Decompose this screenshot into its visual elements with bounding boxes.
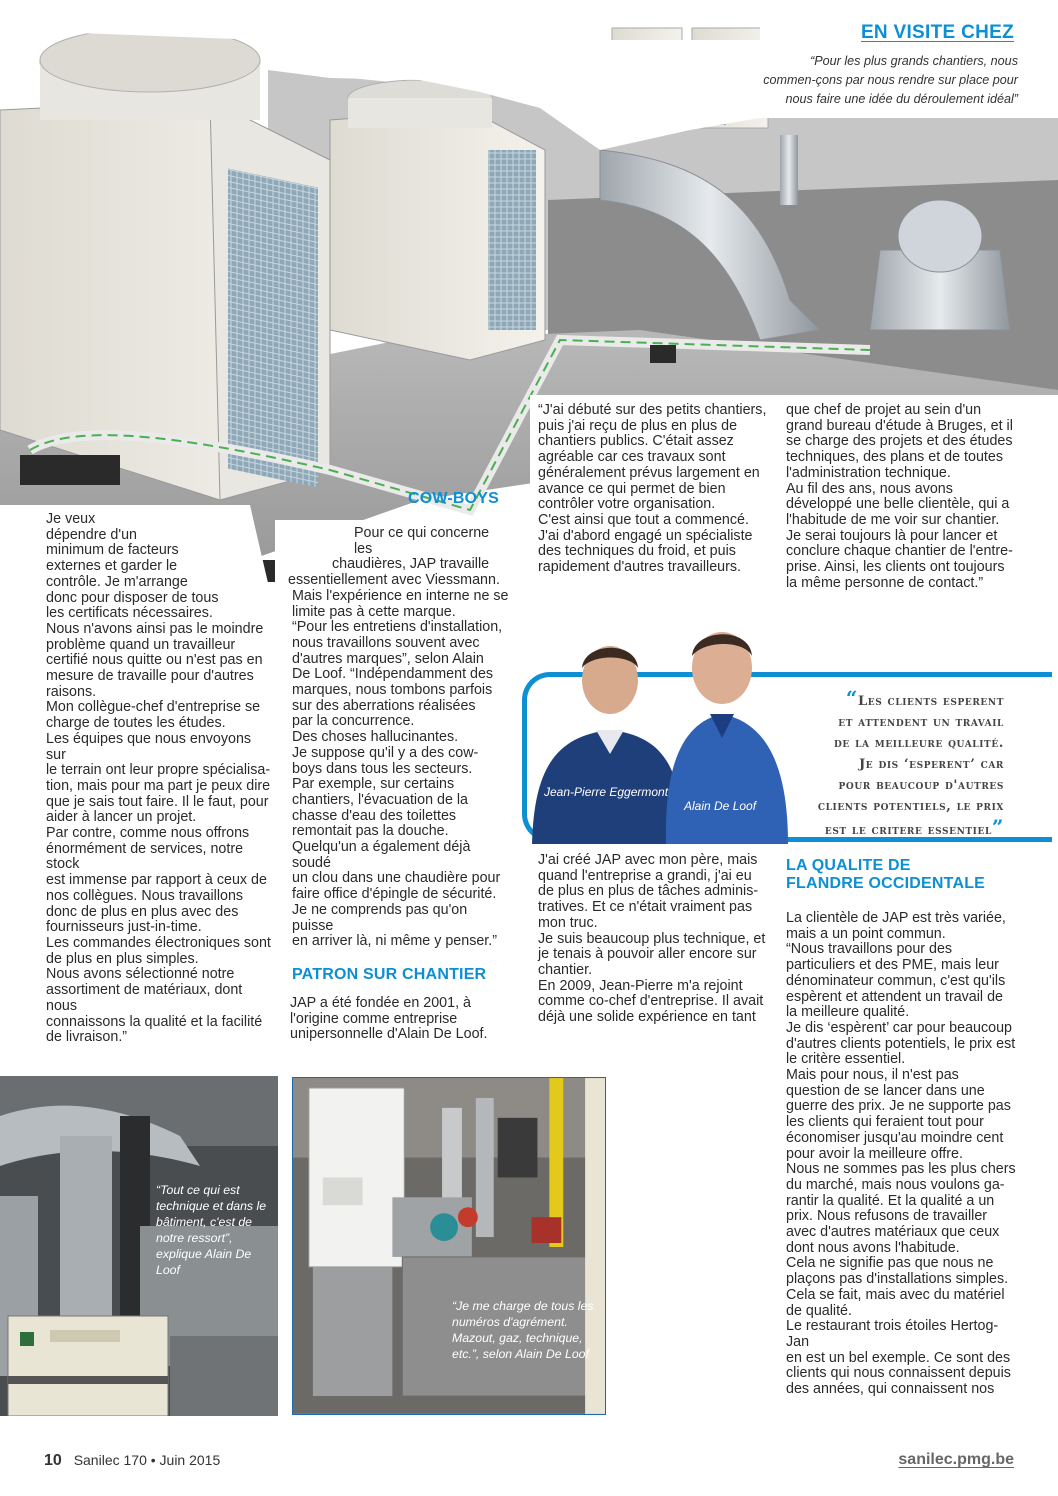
boiler-room-photo: [292, 1077, 606, 1415]
heading-line: FLANDRE OCCIDENTALE: [786, 875, 986, 892]
text-line: particuliers et des PME, mais leur: [786, 957, 999, 974]
quote-line: de la meilleure qualité.: [834, 736, 1004, 751]
text-line: économiser jusqu'au moindre cent: [786, 1129, 1004, 1146]
text-line: boys dans tous les secteurs.: [292, 760, 473, 777]
text-line: prise. Ainsi, les clients ont toujours: [786, 559, 1005, 576]
text-line: contrôler votre organisation.: [538, 496, 716, 513]
text-line: tion, mais pour ma part je peux dire: [46, 777, 271, 794]
text-line: de plus en plus simples.: [46, 950, 199, 967]
text-line: des années, qui connaissent nos: [786, 1381, 995, 1398]
text-line: des techniques du froid, et puis: [538, 543, 736, 560]
text-line: limite pas à cette marque.: [292, 603, 456, 620]
text-line: Cela ne signifie pas que nous ne: [786, 1255, 994, 1272]
text-line: assortiment de matériaux, dont nous: [46, 982, 243, 1014]
close-quote: ”: [991, 815, 1004, 839]
text-line: “Pour les entretiens d'installation,: [292, 619, 503, 636]
text-line: dénominateur commun, c'est qu'ils: [786, 972, 1006, 989]
text-line: Le restaurant trois étoiles Hertog-Jan: [786, 1318, 999, 1350]
middle-photo-caption: “Je me charge de tous les numéros d'agrément. Mazout, gaz, technique, etc.”, selon Alain De Loof: [452, 1299, 594, 1361]
text-line: plaçons pas d'installations simples.: [786, 1271, 1009, 1288]
text-line: rantir la qualité. Et la qualité a un: [786, 1192, 995, 1209]
text-line: l'origine comme entreprise: [290, 1010, 458, 1027]
text-line: le terrain ont leur propre spécialisa-: [46, 762, 271, 779]
text-line: tratives. Et ce n'était vraiment pas: [538, 899, 753, 916]
text-line: généralement prévus largement en: [538, 464, 760, 481]
text-line: d'autres marques”, selon Alain: [292, 650, 484, 667]
text-line: fournisseurs just-in-time.: [46, 919, 202, 936]
text-line: avec d'autres matériaux que ceux: [786, 1224, 1000, 1241]
patron-body: [290, 996, 508, 1043]
quote-line: et attendent un travail: [838, 715, 1004, 730]
cowboys-heading: COW-BOYS: [408, 490, 500, 507]
text-line: “J'ai débuté sur des petits chantiers,: [538, 402, 767, 418]
text-line: “Nous travaillons pour des: [786, 941, 953, 958]
text-line: contrôle. Je m'arrange: [46, 573, 188, 590]
column-4-top: [786, 403, 1018, 591]
text-line: du marché, mais nous voulons ga-: [786, 1176, 1005, 1193]
text-line: chantier.: [538, 961, 593, 978]
text-line: Je suis beaucoup plus technique, et: [538, 930, 766, 947]
qualite-body: [786, 911, 1018, 1398]
text-line: agréable car ces travaux sont: [538, 449, 726, 466]
text-line: Des choses hallucinantes.: [292, 729, 459, 746]
text-line: nous travaillons souvent avec: [292, 634, 480, 651]
text-line: Nous n'avons ainsi pas le moindre: [46, 620, 264, 637]
text-line: par la concurrence.: [292, 713, 415, 730]
text-line: aider à lancer un projet.: [46, 809, 197, 826]
text-line: la même personne de contact.”: [786, 574, 984, 591]
text-line: est immense par rapport à ceux de: [46, 872, 267, 889]
issue-info: Sanilec 170 • Juin 2015: [73, 1452, 221, 1468]
text-line: la meilleure qualité.: [786, 1004, 910, 1021]
text-line: le critère essentiel.: [786, 1051, 906, 1068]
text-line: comme co-chef d'entreprise. Il avait: [538, 993, 764, 1010]
heading-line: LA QUALITE DE: [786, 857, 911, 874]
text-line: de livraison.”: [46, 1029, 128, 1046]
text-line: charge de toutes les études.: [46, 715, 226, 732]
text-line: Nous avons sélectionné notre: [46, 966, 235, 983]
text-line: Je dis ‘espèrent’ car pour beaucoup: [786, 1019, 1012, 1036]
text-line: les clients qui feraient tout pour: [786, 1114, 984, 1131]
text-line: En 2009, Jean-Pierre m'a rejoint: [538, 977, 743, 994]
text-line: connaissons la qualité et la facilité: [46, 1013, 263, 1030]
text-line: donc pour disposer de tous: [46, 589, 219, 606]
text-line: Au fil des ans, nous avons: [786, 480, 953, 497]
open-quote: “: [845, 686, 858, 710]
text-line: La clientèle de JAP est très variée,: [786, 910, 1006, 926]
text-line: Par contre, comme nous offrons: [46, 825, 250, 842]
text-line: C'est ainsi que tout a commencé.: [538, 511, 749, 528]
text-line: l'habitude de me voir sur chantier.: [786, 511, 1000, 528]
panel-pull-quote: [796, 688, 1004, 841]
portrait-photo: [526, 618, 796, 844]
text-line: problème quand un travailleur: [46, 636, 236, 653]
top-pull-quote: “Pour les plus grands chantiers, nous commen-çons par nous rendre sur place pour nous faire une idée du déroulement idéal”: [763, 54, 1018, 106]
text-line: avance ce qui permet de bien: [538, 480, 726, 497]
text-line: De Loof. “Indépendamment des: [292, 666, 494, 683]
quote-line: Je dis ‘esperent’ car: [858, 757, 1004, 772]
section-tag: EN VISITE CHEZ: [860, 22, 1014, 43]
text-line: énormément de services, notre stock: [46, 840, 244, 873]
text-line: déjà une solide expérience en tant: [538, 1009, 756, 1026]
text-line: que chef de projet au sein d'un: [786, 402, 982, 418]
text-line: de plus en plus de tâches adminis-: [538, 883, 759, 900]
text-line: raisons.: [46, 683, 97, 700]
page-number: 10: [44, 1452, 62, 1469]
person-2-label: Alain De Loof: [684, 799, 757, 813]
quote-text: Les clients esperent: [857, 694, 1004, 709]
patron-heading: PATRON SUR CHANTIER: [292, 966, 487, 983]
qualite-heading: [786, 857, 985, 893]
text-line: les certificats nécessaires.: [46, 605, 213, 622]
text-line: Nous ne sommes pas les plus chers: [786, 1161, 1016, 1178]
text-line: question de se lancer dans une: [786, 1082, 985, 1099]
text-line: Quelqu'un a également déjà soudé: [292, 839, 471, 871]
website-link[interactable]: sanilec.pmg.be: [898, 1451, 1014, 1468]
text-line: de qualité.: [786, 1302, 852, 1319]
text-line: faire office d'épingle de sécurité.: [292, 886, 497, 903]
text-line: techniques, des plans et de toutes: [786, 449, 1003, 466]
text-line: chantiers publics. C'était assez: [538, 433, 734, 450]
text-line: chantiers, l'évacuation de la: [292, 791, 468, 808]
text-line: Mon collègue-chef d'entreprise se: [46, 699, 261, 716]
text-line: mais a un point commun.: [786, 925, 946, 942]
column-1: [46, 512, 274, 1046]
text-line: externes et garder le: [46, 558, 178, 575]
quote-line: [796, 688, 1004, 712]
text-line: Pour ce qui concerne les: [354, 525, 490, 557]
text-line: chasse d'eau des toilettes: [292, 807, 457, 824]
quote-line: [796, 817, 1004, 841]
quote-text: est le critere essentiel: [824, 823, 992, 838]
text-line: remontait pas la douche.: [292, 823, 449, 840]
text-line: que je sais tout faire. Il le faut, pour: [46, 793, 269, 810]
text-line: Les équipes que nous envoyons sur: [46, 730, 252, 763]
quote-line: pour beaucoup d'autres: [838, 778, 1004, 793]
text-line: puis j'ai reçu de plus en plus de: [538, 417, 738, 434]
page-footer: [44, 1452, 220, 1470]
text-line: Par exemple, sur certains: [292, 776, 455, 793]
text-line: d'autres clients potentiels, le prix est: [786, 1035, 1016, 1052]
text-line: prix. Nous refusons de travailler: [786, 1208, 988, 1225]
column-3-top: [538, 403, 770, 576]
text-line: clients qui nous connaissent depuis: [786, 1365, 1011, 1382]
text-line: pour avoir la meilleure offre.: [786, 1145, 963, 1162]
left-photo-caption: “Tout ce qui est technique et dans le bâtiment, c'est de notre ressort”, explique Alain De Loof: [156, 1183, 267, 1277]
text-line: marques, nous tombons parfois: [292, 682, 493, 699]
person-1-label: Jean-Pierre Eggermont: [544, 785, 669, 799]
text-line: quand l'entreprise a grandi, j'ai eu: [538, 867, 752, 884]
text-line: J'ai créé JAP avec mon père, mais: [538, 852, 758, 868]
text-line: dont nous avons l'habitude.: [786, 1239, 960, 1256]
text-line: essentiellement avec Viessmann.: [288, 572, 500, 589]
text-line: espèrent et attendent un travail de: [786, 988, 1003, 1005]
text-line: en est un bel exemple. Ce sont des: [786, 1349, 1011, 1366]
text-line: nos collègues. Nous travaillons: [46, 887, 244, 904]
text-line: guerre des prix. Je ne supporte pas: [786, 1098, 1011, 1115]
text-line: grand bureau d'étude à Bruges, et il: [786, 417, 1013, 434]
text-line: Les commandes électroniques sont: [46, 934, 271, 951]
text-line: certifié nous quitte ou n'est pas en: [46, 652, 263, 669]
text-line: Je serai toujours là pour lancer et: [786, 527, 998, 544]
text-line: dépendre d'un: [46, 526, 137, 543]
text-line: Mais l'expérience en interne ne se: [292, 587, 509, 604]
text-line: développé une belle clientèle, qui a: [786, 496, 1010, 513]
text-line: mon truc.: [538, 914, 598, 931]
quote-line: clients potentiels, le prix: [817, 799, 1004, 814]
text-line: Je ne comprends pas qu'on puisse: [292, 901, 468, 934]
text-line: unipersonnelle d'Alain De Loof.: [290, 1026, 488, 1043]
text-line: conclure chaque chantier de l'entre-: [786, 543, 1013, 560]
text-line: Cela se fait, mais avec du matériel: [786, 1286, 1005, 1303]
text-line: je tenais à pouvoir aller encore sur: [538, 946, 757, 963]
text-line: un clou dans une chaudière pour: [292, 870, 501, 887]
text-line: mesure de travaille pour d'autres: [46, 668, 254, 685]
text-line: rapidement d'autres travailleurs.: [538, 559, 741, 576]
text-line: donc de plus en plus avec des: [46, 903, 239, 920]
text-line: sur des aberrations réalisées: [292, 697, 476, 714]
text-line: Je suppose qu'il y a des cow-: [292, 744, 479, 761]
column-3-bottom: [538, 853, 770, 1026]
text-line: chaudières, JAP travaille: [332, 556, 490, 573]
text-line: l'administration technique.: [786, 464, 951, 481]
text-line: se charge des projets et des études: [786, 433, 1013, 450]
text-line: en arriver là, ni même y penser.”: [292, 933, 498, 950]
text-line: J'ai d'abord engagé un spécialiste: [538, 527, 753, 544]
text-line: JAP a été fondée en 2001, à: [290, 995, 471, 1011]
text-line: Je veux: [46, 511, 96, 527]
text-line: Mais pour nous, il n'est pas: [786, 1067, 959, 1084]
text-line: minimum de facteurs: [46, 542, 179, 559]
cowboys-body: [278, 526, 510, 950]
